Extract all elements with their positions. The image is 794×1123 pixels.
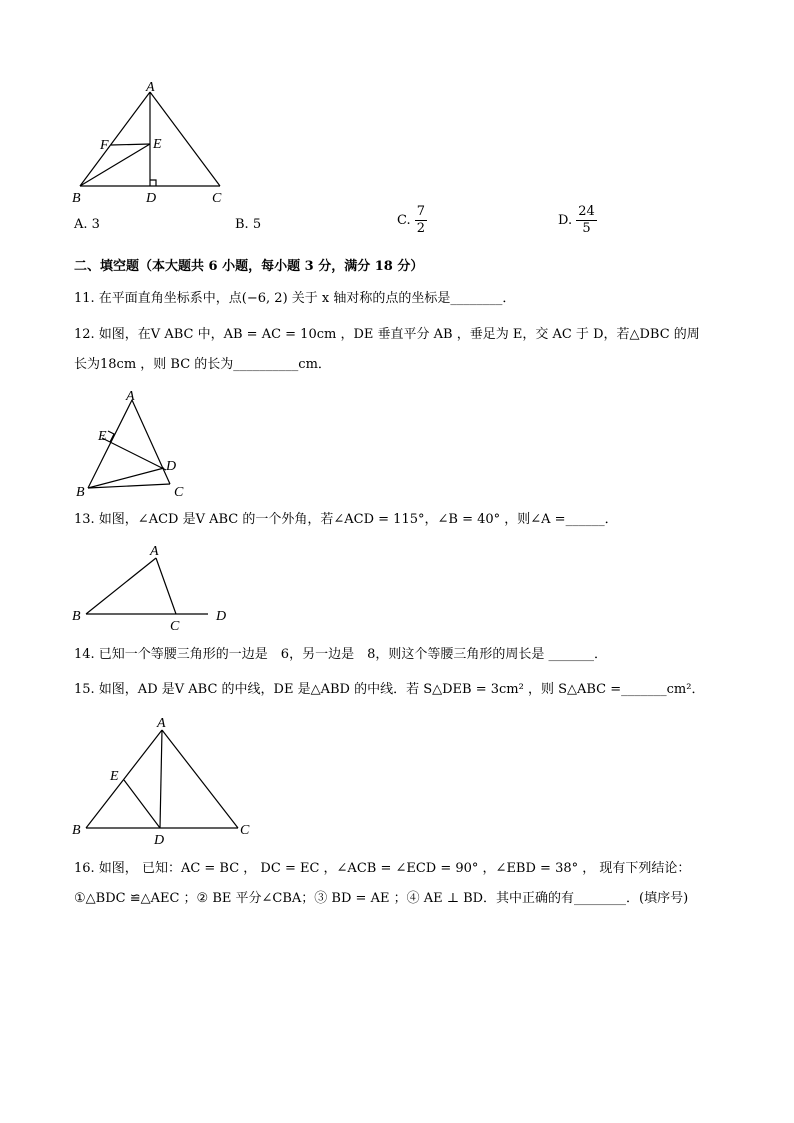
label-A: A: [146, 82, 155, 95]
label-C: C: [174, 485, 184, 500]
option-d[interactable]: D. $\frac{24}{5}$: [558, 204, 595, 236]
label-F: F: [100, 138, 109, 153]
label-A: A: [126, 389, 135, 404]
figure-q15: [70, 712, 260, 847]
question-15: 15. 如图，AD 是V ABC 的中线，DE 是△ABD 的中线．若 S△DEB = 3cm² ，则 S△ABC =_______cm²．: [74, 682, 705, 697]
figure-q10: [68, 82, 238, 207]
figure-q12: [74, 388, 194, 500]
label-B: B: [72, 191, 81, 206]
label-E: E: [98, 429, 107, 444]
label-D: D: [216, 609, 227, 624]
fraction-24-5: $\frac{24}{5}$: [578, 204, 595, 236]
label-D: D: [166, 459, 177, 474]
question-16-line2: ①△BDC ≌△AEC ；② BE 平分∠CBA；③ BD = AE ；④ AE ⊥ BD．其中正确的有________．(填序号): [74, 891, 689, 906]
section-title: 二、填空题（本大题共 6 小题，每小题 3 分，满分 18 分）: [74, 259, 424, 274]
label-B: B: [72, 823, 81, 838]
label-C: C: [170, 619, 180, 632]
question-16-line1: 16. 如图， 已知：AC = BC ， DC = EC ，∠ACB = ∠ECD = 90° ，∠EBD = 38° ， 现有下列结论：: [74, 861, 691, 876]
figure-q13: [70, 540, 240, 632]
option-b[interactable]: B. 5: [235, 217, 262, 232]
label-C: C: [212, 191, 222, 206]
question-12-line1: 12. 如图，在V ABC 中，AB = AC = 10cm ，DE 垂直平分 AB ，垂足为 E，交 AC 于 D，若△DBC 的周: [74, 327, 700, 342]
label-A: A: [157, 716, 166, 731]
question-12-line2: 长为18cm ，则 BC 的长为__________cm．: [74, 357, 331, 372]
label-D: D: [146, 191, 157, 206]
label-B: B: [72, 609, 81, 624]
question-11: 11. 在平面直角坐标系中，点(−6, 2) 关于 x 轴对称的点的坐标是________．: [74, 291, 516, 306]
label-C: C: [240, 823, 250, 838]
label-E: E: [153, 137, 162, 152]
label-B: B: [76, 485, 85, 500]
question-13: 13. 如图，∠ACD 是V ABC 的一个外角，若∠ACD = 115°，∠B = 40° ，则∠A =______．: [74, 512, 618, 527]
label-A: A: [150, 544, 159, 559]
option-c[interactable]: C. $\frac{7}{2}$: [397, 204, 426, 236]
label-E: E: [110, 769, 119, 784]
question-14: 14. 已知一个等腰三角形的一边是 6，另一边是 8，则这个等腰三角形的周长是 _______．: [74, 647, 607, 662]
label-D: D: [154, 833, 165, 847]
fraction-7-2: $\frac{7}{2}$: [416, 204, 426, 236]
option-a[interactable]: A. 3: [74, 217, 100, 232]
